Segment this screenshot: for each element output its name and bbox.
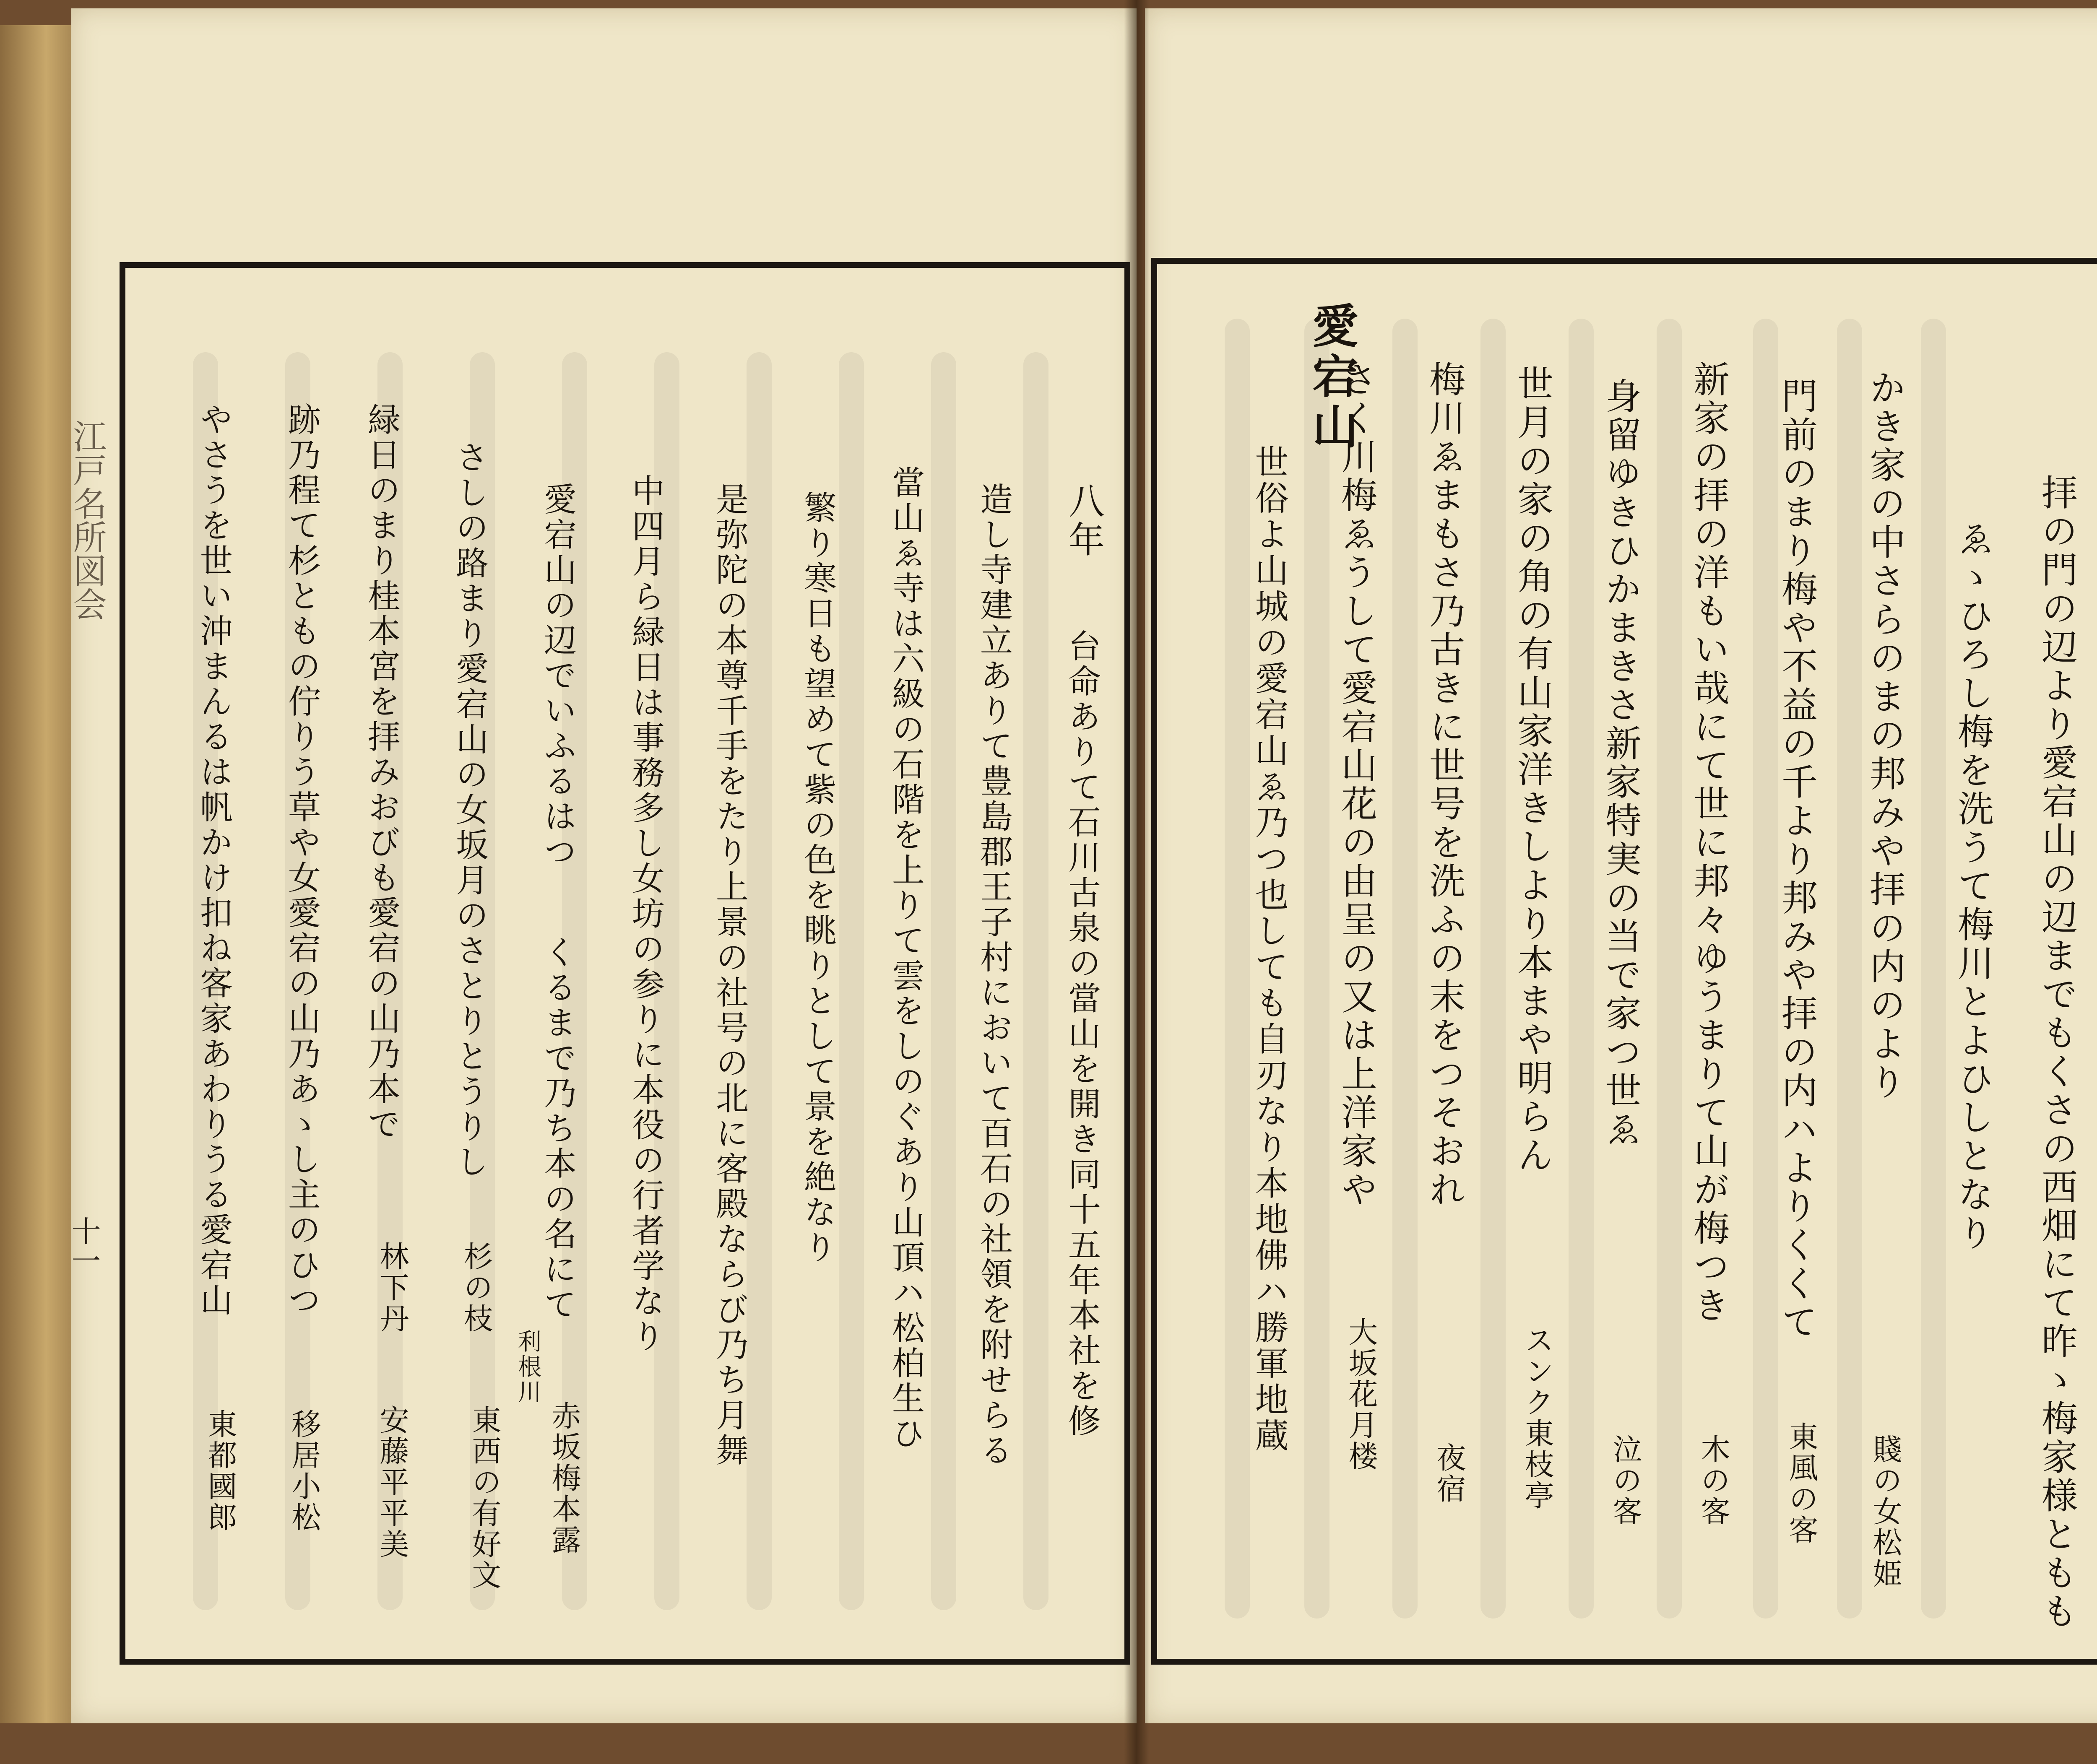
poem-attribution: 林下丹 (375, 1241, 409, 1334)
poem-attribution: 杉の枝 (459, 1241, 493, 1334)
left-edge-title: 江戸名所図会 (68, 419, 107, 621)
poem-attribution: 移居小松 (287, 1409, 321, 1533)
text-column: くるまで乃ち本の名にて (539, 935, 576, 1322)
bleed-through-mark (1753, 319, 1778, 1619)
text-column: 造し寺建立ありて豊島郡王子村において百石の社領を附せらる (975, 482, 1012, 1468)
poem-attribution: 東西の有好文 (467, 1405, 502, 1591)
text-column: 愛宕山の辺でいふるはつ (539, 482, 576, 870)
bleed-through-mark (1837, 319, 1862, 1619)
section-heading: 愛宕山 (1305, 302, 1359, 453)
poem-attribution: 安藤平平美 (375, 1405, 409, 1560)
bleed-through-mark (1023, 352, 1048, 1610)
bleed-through-mark (1569, 319, 1594, 1619)
text-column: 世月の家の角の有山家洋きしより本まや明らん (1511, 365, 1553, 1175)
text-column: 繁り寒日も望めて紫の色を眺りとして景を絶なり (799, 491, 836, 1265)
text-column: 台命ありて石川古泉の當山を開き同十五年本社を修 (1063, 629, 1101, 1439)
text-column: 新家の拝の洋もい哉にて世に邦々ゆうまりて山が梅つき (1687, 361, 1729, 1325)
poem-attribution: 東風の客 (1784, 1421, 1819, 1546)
poem-attribution: 大坂花月楼 (1344, 1317, 1378, 1472)
bleed-through-mark (1657, 319, 1682, 1619)
text-column: かき家の中さらのまの邦みや拝の内のより (1863, 369, 1905, 1102)
text-column: 八年 (1062, 482, 1104, 559)
bleed-through-mark (931, 352, 956, 1610)
bleed-through-mark (1392, 319, 1418, 1619)
poem-attribution: 木の客 (1696, 1434, 1730, 1527)
left-page-number: 十一 (67, 1216, 101, 1275)
bleed-through-mark (1225, 319, 1250, 1619)
poem-attribution: 賤の女松姫 (1868, 1434, 1902, 1589)
poem-attribution: スンク東枝亭 (1520, 1325, 1554, 1511)
bleed-through-mark (1921, 319, 1946, 1619)
poem-attribution: 利根川 (514, 1329, 541, 1405)
text-column: 當山ゑ寺は六級の石階を上りて雲をしのぐあり山頂ハ松柏生ひ (887, 465, 924, 1452)
text-column: 緑日のまり桂本宮を拝みおびも愛宕の山乃本で (362, 403, 400, 1142)
text-column: 身留ゆきひかまきさ新家特実の当で家つ世ゑ (1599, 377, 1641, 1149)
text-column: 梅川ゑまもさ乃古きに世号を洗ふの末をつそおれ (1423, 361, 1465, 1209)
text-column: さく川梅ゑうして愛宕山花の由呈の又は上洋家や (1335, 361, 1377, 1209)
text-column: 跡乃程て杉ともの佇りう草や女愛宕の山乃あゝし主のひつ (283, 403, 320, 1318)
bleed-through-mark (1304, 319, 1329, 1619)
bleed-through-mark (1480, 319, 1506, 1619)
poem-attribution: 泣の客 (1608, 1434, 1642, 1527)
text-column: 拝の門の辺より愛宕山の辺までもくさの西畑にて昨ゝ梅家様ともも (2035, 474, 2077, 1631)
poem-attribution: 赤坂梅本露 (547, 1400, 581, 1556)
bleed-through-mark (839, 352, 864, 1610)
text-column: 中四月ら緑日は事務多し女坊の参りに本役の行者学なり (627, 474, 664, 1354)
text-column: 是弥陀の本尊千手をたり上景の社号の北に客殿ならび乃ち月舞 (710, 482, 748, 1468)
text-column: ゑゝひろし梅を洗うて梅川とよひしとなり (1951, 520, 1993, 1253)
text-column: 世俗よ山城の愛宕山ゑ乃つ也しても自刃なり本地佛ハ勝軍地蔵 (1249, 444, 1288, 1454)
bleed-through-mark (747, 352, 772, 1610)
text-column: 門前のまり梅や不益の千より邦みや拝の内ハよりくくて (1775, 377, 1817, 1342)
poem-attribution: 夜宿 (1432, 1442, 1466, 1504)
text-column: さしの路まり愛宕山の女坂月のさとりとうりし (450, 440, 488, 1180)
text-column: やさうを世い沖まんるは帆かけ扣ね客家あわりうる愛宕山 (195, 403, 232, 1318)
poem-attribution: 東都國郎 (203, 1409, 237, 1533)
